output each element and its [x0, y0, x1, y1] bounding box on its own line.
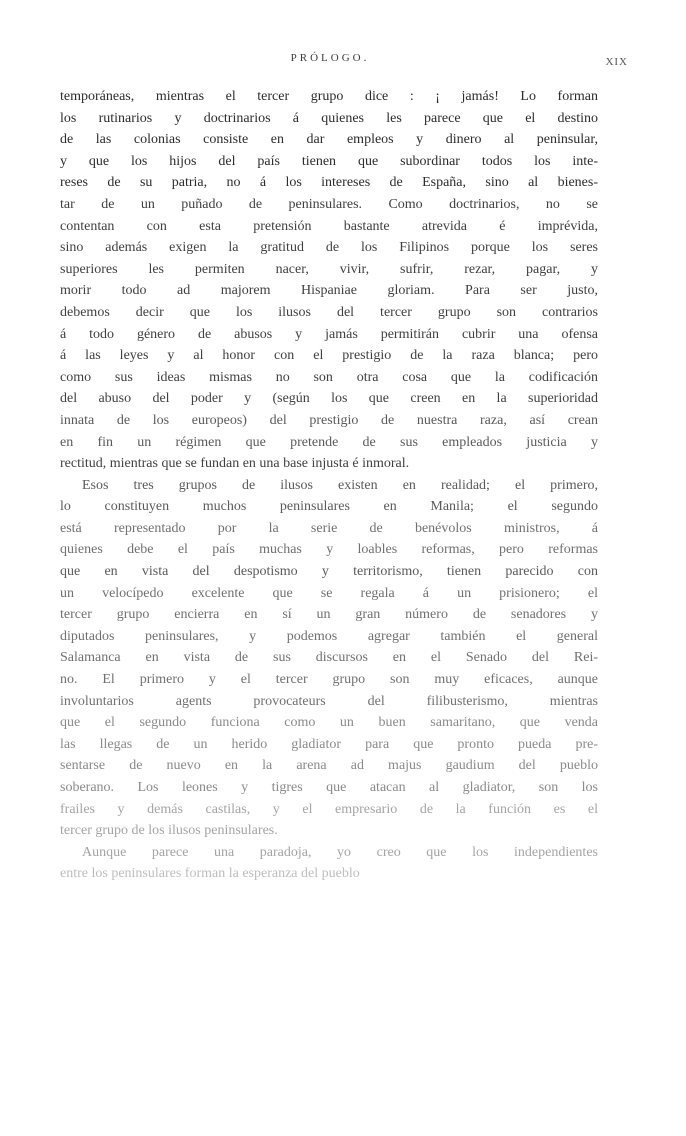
text-line: soberano. Los leones y tigres que atacan al gladiator, son los [60, 780, 598, 795]
text-line: debemos decir que los ilusos del tercer grupo son contrarios [60, 304, 598, 320]
text-line: de las colonias consiste en dar empleos y dinero al peninsular, [60, 132, 598, 148]
text-line: involuntarios agents provocateurs del filibusterismo, mientras [60, 693, 598, 709]
text-line: quienes debe el país muchas y loables reformas, pero reformas [60, 542, 598, 558]
text-line: superiores les permiten nacer, vivir, sufrir, rezar, pagar, y [60, 261, 598, 277]
text-line: contentan con esta pretensión bastante atrevida é imprévida, [60, 218, 598, 234]
text-line: á todo género de abusos y jamás permitirán cubrir una ofensa [60, 326, 598, 342]
text-line: tar de un puñado de peninsulares. Como doctrinarios, no se [60, 196, 598, 212]
running-title: PRÓLOGO. [290, 52, 370, 64]
text-line: las llegas de un herido gladiator para que pronto pueda pre- [60, 736, 598, 752]
text-line: y que los hijos del país tienen que subordinar todos los inte- [60, 153, 598, 169]
text-line: del abuso del poder y (según los que creen en la superioridad [60, 391, 598, 407]
text-line: que el segundo funciona como un buen samaritano, que venda [60, 715, 598, 731]
text-line: tercer grupo de los ilusos peninsulares. [60, 823, 278, 839]
text-line: frailes y demás castilas, y el empresario de la función es el [60, 801, 598, 817]
text-line: sino además exigen la gratitud de los Filipinos porque los seres [60, 240, 598, 256]
text-line: lo constituyen muchos peninsulares en Manila; el segundo [60, 499, 598, 515]
text-line: Esos tres grupos de ilusos existen en realidad; el primero, [82, 477, 598, 493]
text-line: tercer grupo encierra en sí un gran número de senadores y [60, 607, 598, 623]
text-line: morir todo ad majorem Hispaniae gloriam. Para ser justo, [60, 283, 598, 299]
text-line: Salamanca en vista de sus discursos en el Senado del Rei- [60, 650, 598, 666]
text-line: como sus ideas mismas no son otra cosa que la codificación [60, 369, 598, 385]
text-line: entre los peninsulares forman la esperanza del pueblo [60, 866, 360, 882]
text-line: reses de su patria, no á los intereses de España, sino al bienes- [60, 175, 598, 191]
text-line: sentarse de nuevo en la arena ad majus gaudium del pueblo [60, 758, 598, 774]
text-line: innata de los europeos) del prestigio de nuestra raza, así crean [60, 412, 598, 428]
text-line: no. El primero y el tercer grupo son muy eficaces, aunque [60, 672, 598, 688]
text-line: que en vista del despotismo y territorismo, tienen parecido con [60, 564, 598, 580]
text-line: está representado por la serie de benévolos ministros, á [60, 520, 598, 536]
text-line: Aunque parece una paradoja, yo creo que los independientes [82, 844, 598, 860]
text-line: á las leyes y al honor con el prestigio de la raza blanca; pero [60, 348, 598, 364]
text-line: rectitud, mientras que se fundan en una base injusta é inmoral. [60, 456, 410, 472]
text-line: un velocípedo excelente que se regala á un prisionero; el [60, 585, 598, 601]
text-line: en fin un régimen que pretende de sus empleados justicia y [60, 434, 598, 450]
page-number: XIX [605, 56, 628, 68]
text-line: los rutinarios y doctrinarios á quienes les parece que el destino [60, 110, 598, 126]
text-line: temporáneas, mientras el tercer grupo dice : ¡ jamás! Lo forman [60, 89, 598, 104]
body-text [60, 86, 598, 885]
page-header [60, 52, 628, 72]
text-line: diputados peninsulares, y podemos agregar también el general [60, 628, 598, 644]
